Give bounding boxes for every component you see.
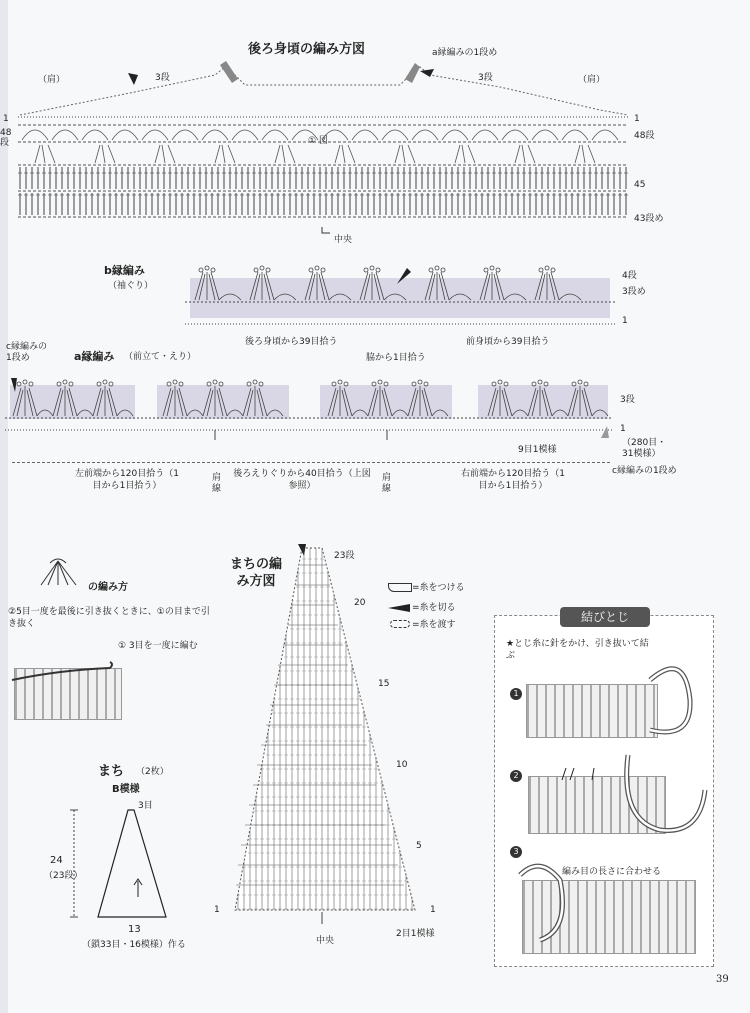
gusset-bottom-note: （鎖33目・16模様）作る	[82, 940, 186, 950]
a-edge-total: （280目・31模様）	[622, 438, 667, 459]
knot-yarn-drawing	[500, 640, 712, 960]
a-edge-row-1: 1	[620, 424, 626, 434]
page-number: 39	[716, 974, 729, 985]
small-howto-step2: ②5目一度を最後に引き抜くときに、①の目まで引き抜く	[8, 607, 210, 629]
legend-attach: =糸をつける	[412, 583, 465, 593]
a-edge-repeat: 9目1模様	[518, 445, 557, 455]
b-edge-row-1: 1	[622, 316, 628, 326]
a-edge-c-start-note: c縁編みの1段め	[6, 342, 47, 363]
knot-step-3-badge: 3	[510, 846, 522, 858]
knot-step3-text: 編み目の長さに合わせる	[562, 867, 662, 877]
row-43-right-label: 43段め	[634, 214, 664, 224]
gusset-chart-diagram	[230, 540, 420, 925]
a-edge-diagram	[5, 372, 615, 440]
small-howto-title: の編み方	[88, 582, 128, 593]
rows-3-right-label: 3段	[478, 73, 493, 83]
row-1-right-label: 1	[634, 114, 640, 124]
pass-thread-icon	[390, 620, 410, 628]
gusset-height: 24	[50, 855, 63, 866]
b-edge-subtitle: （袖ぐり）	[108, 281, 154, 291]
a-edge-dimension-line	[12, 462, 610, 463]
gusset-row-1-left: 1	[214, 905, 220, 915]
small-howto-step1: ① 3目を一度に編む	[118, 641, 198, 651]
center-label: 中央	[334, 235, 353, 245]
a-edge-subtitle: （前立て・えり）	[124, 352, 197, 362]
b-edge-row-3: 3段め	[622, 287, 646, 297]
gusset-row-15: 15	[378, 679, 390, 689]
a-edge-row-3: 3段	[620, 395, 635, 405]
a-edge-title: a縁編み	[74, 350, 115, 363]
legend-pass: =糸を渡す	[412, 620, 456, 630]
gusset-height-rows: （23段）	[44, 871, 83, 881]
gusset-title: まち	[98, 764, 125, 779]
knot-title: 結びとじ	[560, 607, 650, 627]
b-edge-row-4: 4段	[622, 271, 637, 281]
gusset-shape	[68, 805, 198, 925]
cut-thread-mark-left	[128, 73, 138, 85]
a-edge-c-start: c縁編みの1段め	[612, 466, 677, 476]
gusset-row-20: 20	[354, 598, 366, 608]
cut-thread-mark-right	[420, 69, 434, 77]
knot-step-1-badge: 1	[510, 688, 522, 700]
hook-icon	[10, 650, 120, 690]
a-edge-start-label: a縁編みの1段め	[432, 48, 498, 58]
attach-thread-icon	[388, 583, 412, 592]
b-edge-diagram	[185, 260, 615, 332]
gusset-count: （2枚）	[136, 767, 169, 777]
legend-cut: =糸を切る	[412, 603, 456, 613]
shoulder-line-2: 肩線	[382, 473, 392, 494]
cut-thread-icon	[388, 604, 410, 612]
a-edge-left-front: 左前端から120目拾う（1目から1目拾う）	[75, 469, 179, 491]
row-45-right-label: 45	[634, 180, 646, 190]
row-48-right-label: 48段	[634, 131, 655, 141]
knot-intro: ★とじ糸に針をかけ、引き抜いて結ぶ	[506, 639, 649, 661]
gusset-top: 3目	[138, 801, 153, 811]
gusset-repeat: 2目1模様	[396, 929, 435, 939]
gusset-center: 中央	[316, 936, 335, 946]
shoulder-line-1: 肩線	[212, 473, 222, 494]
knot-step-2-badge: 2	[510, 770, 522, 782]
back-chart-diagram	[0, 55, 750, 235]
row-1-left-label: 1	[3, 114, 9, 124]
row-48-left-label: 48段	[0, 128, 12, 148]
gusset-chart-title: まちの編み方図	[229, 557, 282, 589]
five-together-symbol-icon	[36, 555, 86, 591]
rows-3-left-label: 3段	[155, 73, 170, 83]
b-edge-pick-front: 前身頃から39目拾う	[466, 337, 550, 347]
gusset-row-1-right: 1	[430, 905, 436, 915]
figure-ref-label: ① 図	[308, 136, 328, 146]
back-chart-title: 後ろ身頃の編み方図	[248, 42, 366, 57]
b-edge-pick-back: 後ろ身頃から39目拾う	[245, 337, 338, 347]
gusset-row-23: 23段	[334, 551, 355, 561]
shoulder-left-label: （肩）	[38, 75, 66, 85]
a-edge-right-front: 右前端から120目拾う（1目から1目拾う）	[461, 469, 565, 491]
shoulder-right-label: （肩）	[578, 75, 606, 85]
gusset-row-5: 5	[416, 841, 422, 851]
gusset-bottom: 13	[128, 924, 141, 935]
a-edge-back-neck: 後ろえりぐりから40目拾う（上図参照）	[233, 469, 371, 491]
gusset-row-10: 10	[396, 760, 408, 770]
gusset-pattern: B模様	[112, 784, 140, 795]
b-edge-title: b縁編み	[104, 264, 145, 277]
b-edge-pick-side: 脇から1目拾う	[366, 353, 426, 363]
